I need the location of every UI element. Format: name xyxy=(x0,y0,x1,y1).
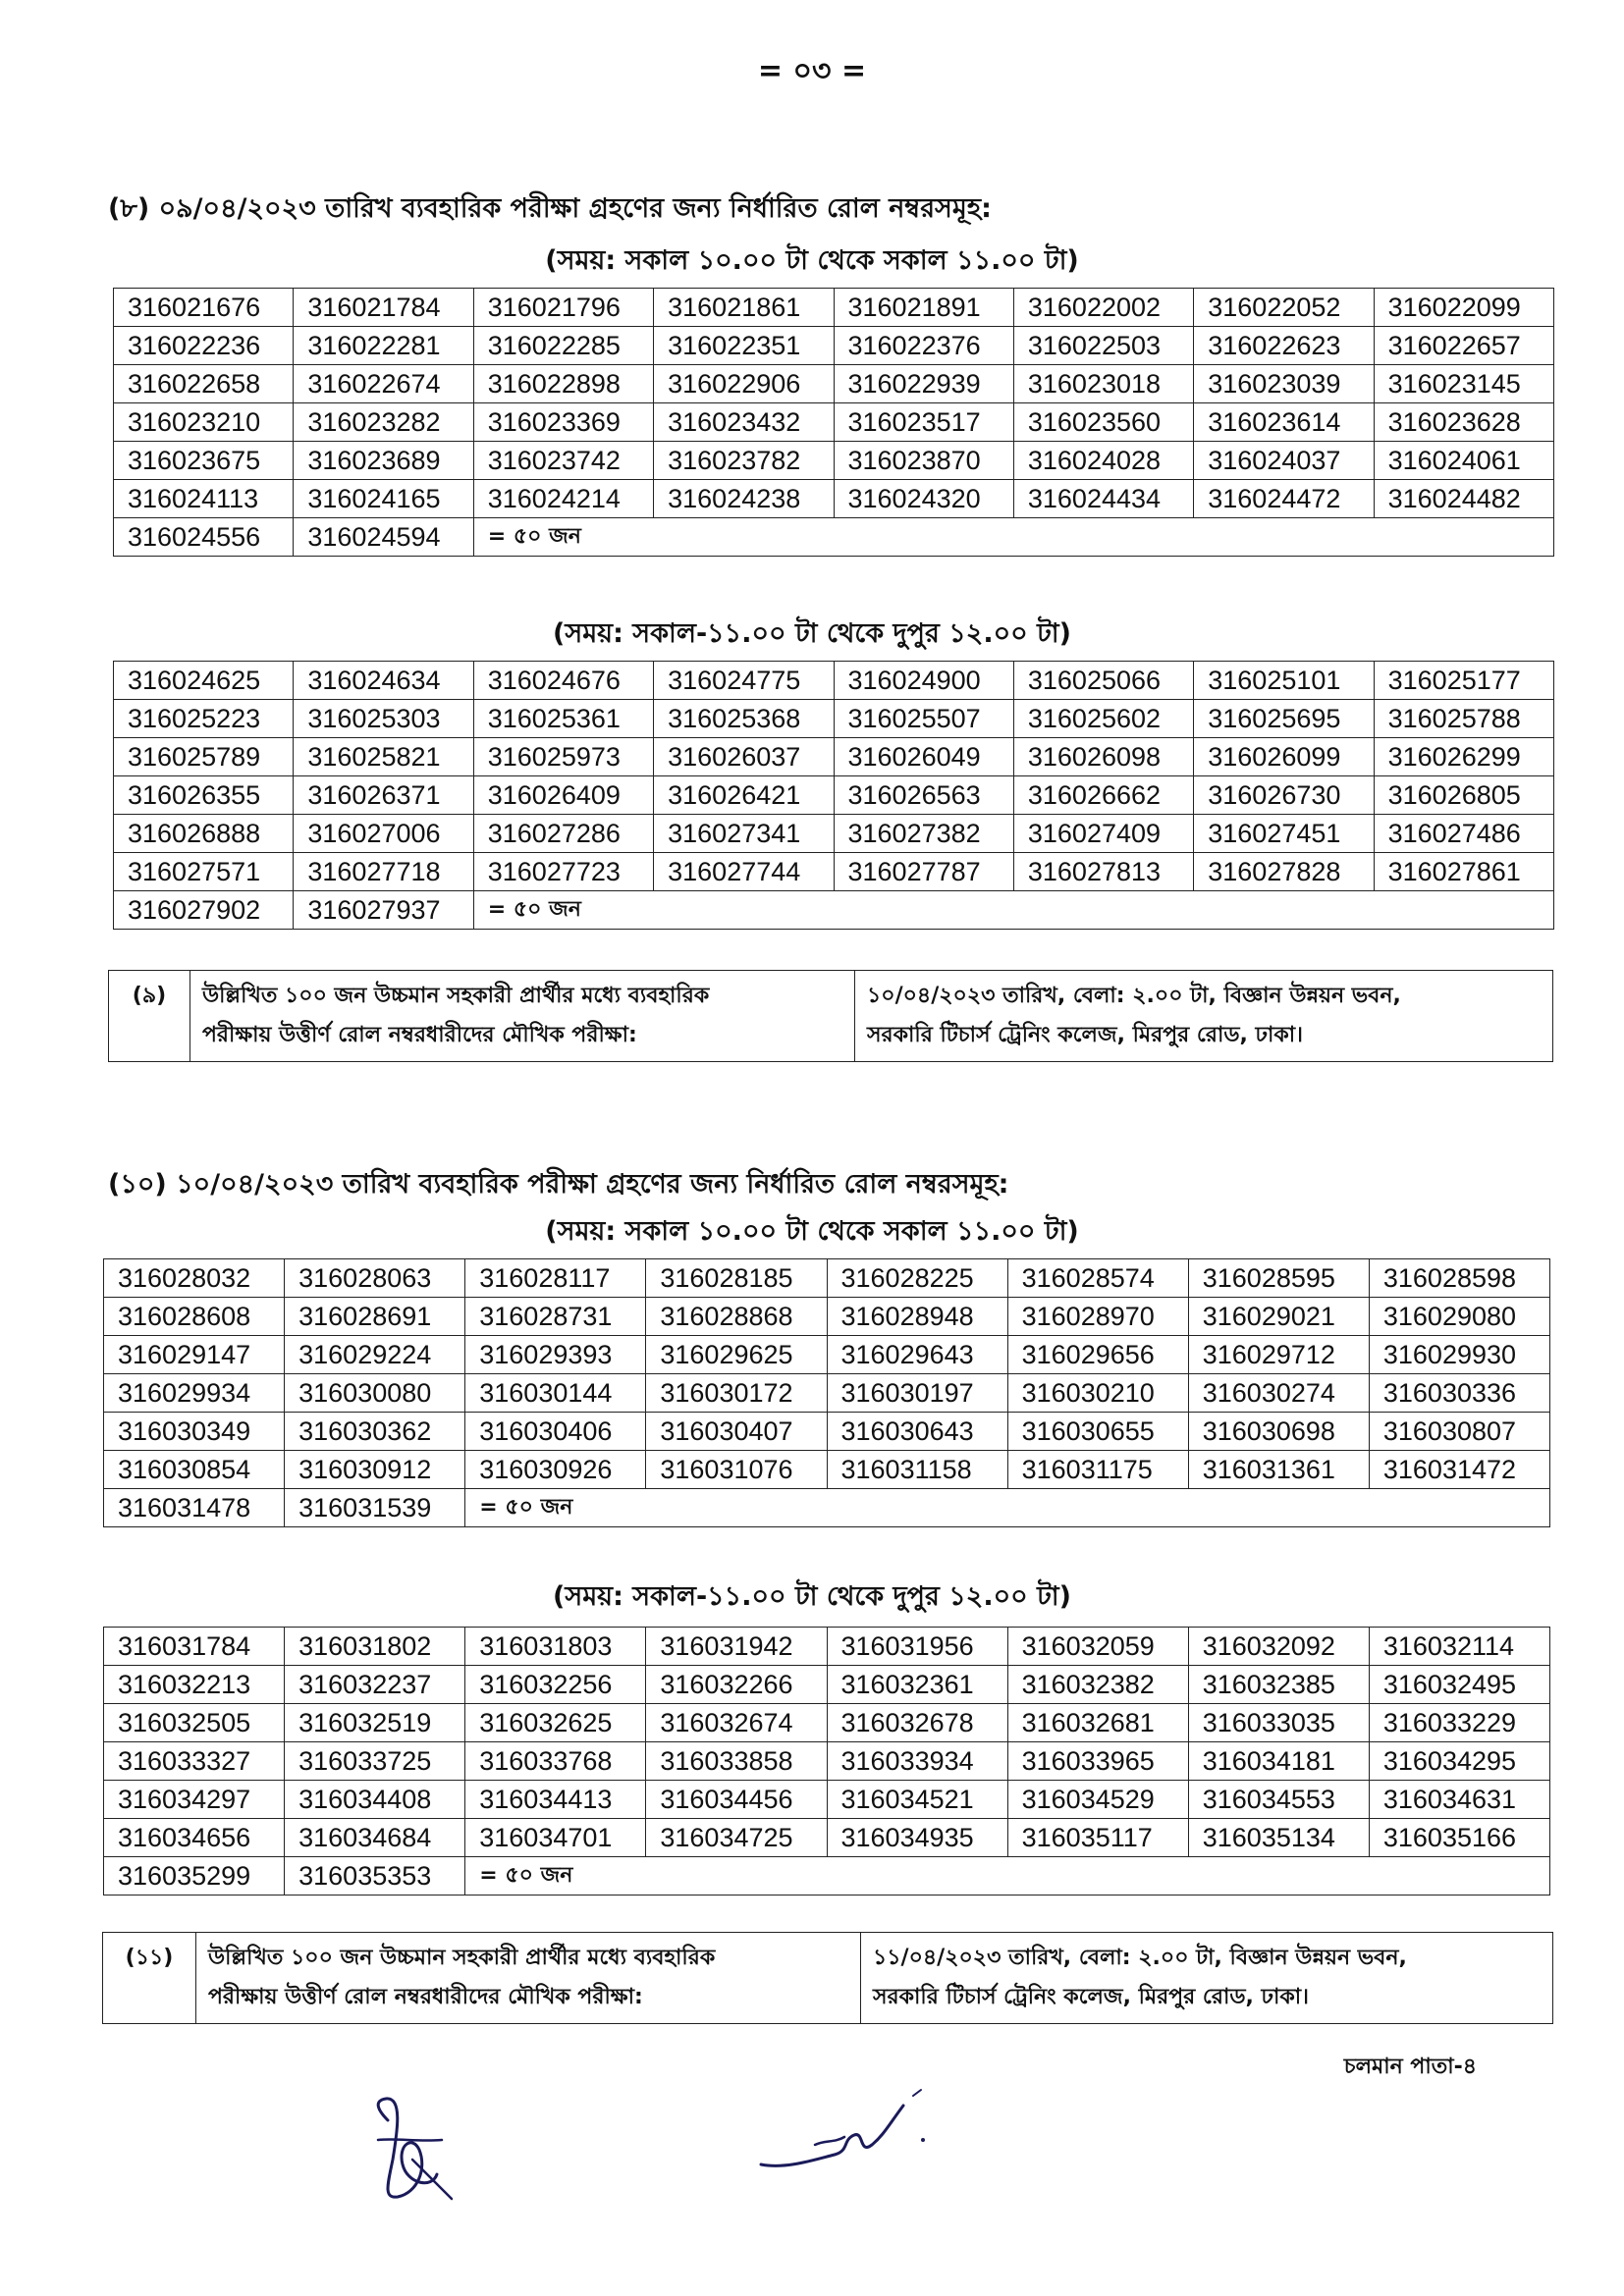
roll-number-cell: 316027787 xyxy=(834,853,1013,891)
roll-number-cell: 316022674 xyxy=(294,365,473,403)
roll-number-cell: 316022351 xyxy=(654,327,834,365)
roll-number-cell: 316032059 xyxy=(1007,1628,1188,1666)
item-number: (৯) xyxy=(109,971,190,1062)
roll-number-cell: 316026805 xyxy=(1374,776,1553,815)
section-8-heading: (৮) ০৯/০৪/২০২৩ তারিখ ব্যবহারিক পরীক্ষা গ্রহণের জন্য নির্ধারিত রোল নম্বরসমূহ: xyxy=(108,193,992,224)
roll-number-cell: 316034521 xyxy=(827,1781,1007,1819)
roll-number-cell: 316024037 xyxy=(1194,442,1374,480)
roll-number-cell: 316027382 xyxy=(834,815,1013,853)
roll-number-cell: 316035134 xyxy=(1188,1819,1369,1857)
roll-number-cell: 316027341 xyxy=(654,815,834,853)
roll-number-cell: 316026299 xyxy=(1374,738,1553,776)
viva-description xyxy=(190,971,855,1062)
roll-number-cell: 316032385 xyxy=(1188,1666,1369,1704)
roll-number-cell: 316031158 xyxy=(827,1451,1007,1489)
roll-number-cell: 316021676 xyxy=(114,289,294,327)
roll-number-cell: 316023560 xyxy=(1013,403,1193,442)
roll-number-cell: 316032266 xyxy=(646,1666,827,1704)
roll-number-cell: 316024434 xyxy=(1013,480,1193,518)
roll-number-cell: 316024238 xyxy=(654,480,834,518)
roll-number-cell: 316033229 xyxy=(1369,1704,1549,1742)
roll-number-cell: 316030854 xyxy=(104,1451,285,1489)
roll-number-cell: 316031175 xyxy=(1007,1451,1188,1489)
roll-number-cell: 316026371 xyxy=(294,776,473,815)
roll-number-cell: 316026662 xyxy=(1013,776,1193,815)
roll-number-cell: 316026355 xyxy=(114,776,294,815)
roll-number-cell: 316023782 xyxy=(654,442,834,480)
roll-number-cell: 316034408 xyxy=(285,1781,465,1819)
roll-number-cell: 316025602 xyxy=(1013,700,1193,738)
viva-exam-table xyxy=(102,1932,1553,2024)
roll-number-cell: 316035353 xyxy=(285,1857,465,1896)
roll-number-cell: 316032361 xyxy=(827,1666,1007,1704)
roll-number-cell: 316027937 xyxy=(294,891,473,930)
table-row xyxy=(114,518,1554,557)
roll-number-cell: 316023282 xyxy=(294,403,473,442)
candidate-total: = ৫০ জন xyxy=(473,518,1553,557)
roll-number-cell: 316032519 xyxy=(285,1704,465,1742)
roll-number-cell: 316028948 xyxy=(827,1298,1007,1336)
roll-number-cell: 316033725 xyxy=(285,1742,465,1781)
roll-number-cell: 316024556 xyxy=(114,518,294,557)
table-row xyxy=(104,1489,1550,1527)
roll-number-cell: 316028185 xyxy=(646,1259,827,1298)
roll-number-cell: 316029712 xyxy=(1188,1336,1369,1374)
signature-right xyxy=(756,2086,952,2194)
candidate-total: = ৫০ জন xyxy=(465,1857,1550,1896)
section-8-slot-2-time: (সময়: সকাল-১১.০০ টা থেকে দুপুর ১২.০০ টা) xyxy=(553,618,1071,649)
roll-number-cell: 316031539 xyxy=(285,1489,465,1527)
table-row xyxy=(104,1628,1550,1666)
roll-number-cell: 316028574 xyxy=(1007,1259,1188,1298)
roll-number-cell: 316029080 xyxy=(1369,1298,1549,1336)
roll-number-cell: 316025821 xyxy=(294,738,473,776)
roll-number-cell: 316029625 xyxy=(646,1336,827,1374)
roll-number-cell: 316030655 xyxy=(1007,1413,1188,1451)
roll-number-cell: 316030362 xyxy=(285,1413,465,1451)
viva-venue xyxy=(861,1933,1553,2024)
roll-number-cell: 316031361 xyxy=(1188,1451,1369,1489)
roll-number-cell: 316024482 xyxy=(1374,480,1553,518)
table-row xyxy=(114,442,1554,480)
roll-number-cell: 316029147 xyxy=(104,1336,285,1374)
table-row xyxy=(114,815,1554,853)
roll-number-cell: 316024775 xyxy=(654,662,834,700)
table-row xyxy=(114,480,1554,518)
table-row xyxy=(104,1704,1550,1742)
roll-number-cell: 316030926 xyxy=(465,1451,646,1489)
roll-number-cell: 316025066 xyxy=(1013,662,1193,700)
roll-number-cell: 316032674 xyxy=(646,1704,827,1742)
table-row xyxy=(104,1781,1550,1819)
roll-number-cell: 316031076 xyxy=(646,1451,827,1489)
roll-number-cell: 316029656 xyxy=(1007,1336,1188,1374)
table-row xyxy=(104,1742,1550,1781)
roll-number-cell: 316033035 xyxy=(1188,1704,1369,1742)
roll-number-cell: 316035117 xyxy=(1007,1819,1188,1857)
roll-number-cell: 316025101 xyxy=(1194,662,1374,700)
roll-number-cell: 316022002 xyxy=(1013,289,1193,327)
table-row xyxy=(114,403,1554,442)
roll-number-cell: 316034553 xyxy=(1188,1781,1369,1819)
viva-venue-line: ১০/০৪/২০২৩ তারিখ, বেলা: ২.০০ টা, বিজ্ঞান উন্নয়ন ভবন, xyxy=(867,984,1401,1008)
roll-number-cell: 316026099 xyxy=(1194,738,1374,776)
roll-number-cell: 316022281 xyxy=(294,327,473,365)
roll-number-cell: 316034656 xyxy=(104,1819,285,1857)
roll-number-cell: 316023145 xyxy=(1374,365,1553,403)
roll-number-cell: 316022906 xyxy=(654,365,834,403)
roll-number-cell: 316025788 xyxy=(1374,700,1553,738)
roll-number-cell: 316029224 xyxy=(285,1336,465,1374)
roll-number-cell: 316025368 xyxy=(654,700,834,738)
roll-number-cell: 316032256 xyxy=(465,1666,646,1704)
roll-number-cell: 316030349 xyxy=(104,1413,285,1451)
roll-number-cell: 316024113 xyxy=(114,480,294,518)
roll-number-cell: 316032681 xyxy=(1007,1704,1188,1742)
roll-number-cell: 316025303 xyxy=(294,700,473,738)
roll-number-cell: 316026098 xyxy=(1013,738,1193,776)
roll-number-cell: 316023517 xyxy=(834,403,1013,442)
roll-number-cell: 316027902 xyxy=(114,891,294,930)
table-row xyxy=(104,1298,1550,1336)
viva-venue-line: ১১/০৪/২০২৩ তারিখ, বেলা: ২.০০ টা, বিজ্ঞান উন্নয়ন ভবন, xyxy=(873,1946,1407,1970)
roll-number-cell: 316023628 xyxy=(1374,403,1553,442)
roll-number-cell: 316029021 xyxy=(1188,1298,1369,1336)
roll-number-cell: 316022376 xyxy=(834,327,1013,365)
table-row xyxy=(114,700,1554,738)
table-row xyxy=(114,327,1554,365)
table-row xyxy=(114,891,1554,930)
roll-number-cell: 316034529 xyxy=(1007,1781,1188,1819)
roll-number-cell: 316025789 xyxy=(114,738,294,776)
roll-number-cell: 316033858 xyxy=(646,1742,827,1781)
roll-number-cell: 316034701 xyxy=(465,1819,646,1857)
roll-number-cell: 316022052 xyxy=(1194,289,1374,327)
roll-number-cell: 316026037 xyxy=(654,738,834,776)
roll-number-cell: 316027409 xyxy=(1013,815,1193,853)
roll-number-cell: 316031803 xyxy=(465,1628,646,1666)
roll-number-cell: 316021891 xyxy=(834,289,1013,327)
roll-number-cell: 316022623 xyxy=(1194,327,1374,365)
roll-number-cell: 316022898 xyxy=(473,365,653,403)
roll-number-cell: 316031472 xyxy=(1369,1451,1549,1489)
roll-number-cell: 316034295 xyxy=(1369,1742,1549,1781)
roll-number-cell: 316028970 xyxy=(1007,1298,1188,1336)
roll-number-cell: 316027006 xyxy=(294,815,473,853)
section-10-heading: (১০) ১০/০৪/২০২৩ তারিখ ব্যবহারিক পরীক্ষা গ্রহণের জন্য নির্ধারিত রোল নম্বরসমূহ: xyxy=(108,1169,1009,1200)
roll-number-cell: 316033965 xyxy=(1007,1742,1188,1781)
roll-number-cell: 316025507 xyxy=(834,700,1013,738)
roll-number-cell: 316028868 xyxy=(646,1298,827,1336)
viva-description xyxy=(196,1933,861,2024)
viva-description-line: উল্লিখিত ১০০ জন উচ্চমান সহকারী প্রার্থীর মধ্যে ব্যবহারিক xyxy=(208,1946,716,1970)
roll-number-cell: 316023870 xyxy=(834,442,1013,480)
roll-number-cell: 316028032 xyxy=(104,1259,285,1298)
roll-number-cell: 316028598 xyxy=(1369,1259,1549,1298)
roll-number-cell: 316026049 xyxy=(834,738,1013,776)
table-row xyxy=(104,1259,1550,1298)
table-row xyxy=(104,1666,1550,1704)
roll-table xyxy=(103,1258,1550,1527)
roll-number-cell: 316030698 xyxy=(1188,1413,1369,1451)
table-row xyxy=(114,289,1554,327)
table-row xyxy=(104,1413,1550,1451)
roll-number-cell: 316030336 xyxy=(1369,1374,1549,1413)
roll-number-cell: 316035166 xyxy=(1369,1819,1549,1857)
roll-number-cell: 316035299 xyxy=(104,1857,285,1896)
roll-number-cell: 316027813 xyxy=(1013,853,1193,891)
roll-number-cell: 316028117 xyxy=(465,1259,646,1298)
roll-number-cell: 316027486 xyxy=(1374,815,1553,853)
roll-number-cell: 316031784 xyxy=(104,1628,285,1666)
table-row xyxy=(104,1819,1550,1857)
roll-number-cell: 316028225 xyxy=(827,1259,1007,1298)
roll-number-cell: 316034935 xyxy=(827,1819,1007,1857)
roll-number-cell: 316026563 xyxy=(834,776,1013,815)
roll-number-cell: 316022657 xyxy=(1374,327,1553,365)
table-row xyxy=(104,1451,1550,1489)
roll-number-cell: 316033934 xyxy=(827,1742,1007,1781)
roll-number-cell: 316022503 xyxy=(1013,327,1193,365)
roll-number-cell: 316033768 xyxy=(465,1742,646,1781)
roll-number-cell: 316025361 xyxy=(473,700,653,738)
roll-number-cell: 316025973 xyxy=(473,738,653,776)
roll-number-cell: 316021796 xyxy=(473,289,653,327)
roll-number-cell: 316028063 xyxy=(285,1259,465,1298)
roll-number-cell: 316023369 xyxy=(473,403,653,442)
roll-number-cell: 316030274 xyxy=(1188,1374,1369,1413)
roll-number-cell: 316021861 xyxy=(654,289,834,327)
roll-table xyxy=(113,661,1554,930)
roll-number-cell: 316032213 xyxy=(104,1666,285,1704)
page-number: = ০৩ = xyxy=(757,54,867,88)
roll-number-cell: 316027744 xyxy=(654,853,834,891)
roll-number-cell: 316031802 xyxy=(285,1628,465,1666)
roll-number-cell: 316024676 xyxy=(473,662,653,700)
roll-number-cell: 316027861 xyxy=(1374,853,1553,891)
roll-number-cell: 316030210 xyxy=(1007,1374,1188,1413)
roll-number-cell: 316034684 xyxy=(285,1819,465,1857)
roll-number-cell: 316034631 xyxy=(1369,1781,1549,1819)
roll-number-cell: 316030407 xyxy=(646,1413,827,1451)
roll-number-cell: 316032114 xyxy=(1369,1628,1549,1666)
roll-number-cell: 316031478 xyxy=(104,1489,285,1527)
roll-number-cell: 316030080 xyxy=(285,1374,465,1413)
roll-number-cell: 316022658 xyxy=(114,365,294,403)
roll-table xyxy=(113,288,1554,557)
roll-number-cell: 316032382 xyxy=(1007,1666,1188,1704)
roll-number-cell: 316034297 xyxy=(104,1781,285,1819)
roll-number-cell: 316023039 xyxy=(1194,365,1374,403)
roll-number-cell: 316030406 xyxy=(465,1413,646,1451)
section-10-slot-1-time: (সময়: সকাল ১০.০০ টা থেকে সকাল ১১.০০ টা) xyxy=(545,1216,1079,1247)
roll-number-cell: 316024594 xyxy=(294,518,473,557)
roll-number-cell: 316027451 xyxy=(1194,815,1374,853)
roll-number-cell: 316024634 xyxy=(294,662,473,700)
roll-number-cell: 316023675 xyxy=(114,442,294,480)
roll-number-cell: 316027286 xyxy=(473,815,653,853)
candidate-total: = ৫০ জন xyxy=(473,891,1553,930)
roll-number-cell: 316029643 xyxy=(827,1336,1007,1374)
roll-number-cell: 316024625 xyxy=(114,662,294,700)
viva-venue xyxy=(855,971,1553,1062)
table-row xyxy=(114,365,1554,403)
section-8-slot-1-time: (সময়: সকাল ১০.০০ টা থেকে সকাল ১১.০০ টা) xyxy=(545,245,1079,276)
roll-number-cell: 316029934 xyxy=(104,1374,285,1413)
viva-description-line: পরীক্ষায় উত্তীর্ণ রোল নম্বরধারীদের মৌখিক পরীক্ষা: xyxy=(208,1985,643,2009)
continue-page-note: চলমান পাতা-৪ xyxy=(1343,2055,1477,2079)
viva-description-line: পরীক্ষায় উত্তীর্ণ রোল নম্বরধারীদের মৌখিক পরীক্ষা: xyxy=(202,1023,637,1047)
roll-number-cell: 316026730 xyxy=(1194,776,1374,815)
roll-number-cell: 316028731 xyxy=(465,1298,646,1336)
roll-number-cell: 316034413 xyxy=(465,1781,646,1819)
table-row xyxy=(104,1374,1550,1413)
roll-number-cell: 316032237 xyxy=(285,1666,465,1704)
roll-number-cell: 316027571 xyxy=(114,853,294,891)
roll-number-cell: 316023210 xyxy=(114,403,294,442)
viva-venue-line: সরকারি টিচার্স ট্রেনিং কলেজ, মিরপুর রোড, ঢাকা। xyxy=(867,1023,1303,1047)
roll-number-cell: 316024320 xyxy=(834,480,1013,518)
roll-number-cell: 316024165 xyxy=(294,480,473,518)
roll-number-cell: 316028691 xyxy=(285,1298,465,1336)
roll-number-cell: 316031956 xyxy=(827,1628,1007,1666)
roll-number-cell: 316027828 xyxy=(1194,853,1374,891)
viva-venue-line: সরকারি টিচার্স ট্রেনিং কলেজ, মিরপুর রোড, ঢাকা। xyxy=(873,1985,1309,2009)
roll-number-cell: 316032495 xyxy=(1369,1666,1549,1704)
roll-number-cell: 316030172 xyxy=(646,1374,827,1413)
roll-number-cell: 316023689 xyxy=(294,442,473,480)
roll-number-cell: 316029930 xyxy=(1369,1336,1549,1374)
roll-number-cell: 316023018 xyxy=(1013,365,1193,403)
roll-number-cell: 316022285 xyxy=(473,327,653,365)
roll-number-cell: 316026409 xyxy=(473,776,653,815)
roll-number-cell: 316025695 xyxy=(1194,700,1374,738)
roll-number-cell: 316029393 xyxy=(465,1336,646,1374)
table-row xyxy=(104,1336,1550,1374)
roll-number-cell: 316027723 xyxy=(473,853,653,891)
roll-number-cell: 316022939 xyxy=(834,365,1013,403)
roll-number-cell: 316028608 xyxy=(104,1298,285,1336)
roll-number-cell: 316023742 xyxy=(473,442,653,480)
roll-number-cell: 316027718 xyxy=(294,853,473,891)
item-number: (১১) xyxy=(103,1933,196,2024)
roll-number-cell: 316026888 xyxy=(114,815,294,853)
table-row xyxy=(114,776,1554,815)
roll-number-cell: 316025223 xyxy=(114,700,294,738)
roll-number-cell: 316030807 xyxy=(1369,1413,1549,1451)
roll-number-cell: 316023432 xyxy=(654,403,834,442)
roll-number-cell: 316030912 xyxy=(285,1451,465,1489)
roll-number-cell: 316030197 xyxy=(827,1374,1007,1413)
section-10-slot-2-time: (সময়: সকাল-১১.০০ টা থেকে দুপুর ১২.০০ টা) xyxy=(553,1581,1071,1612)
roll-table xyxy=(103,1627,1550,1896)
roll-number-cell: 316022236 xyxy=(114,327,294,365)
table-row xyxy=(114,662,1554,700)
roll-number-cell: 316030643 xyxy=(827,1413,1007,1451)
roll-number-cell: 316023614 xyxy=(1194,403,1374,442)
roll-number-cell: 316021784 xyxy=(294,289,473,327)
roll-number-cell: 316024061 xyxy=(1374,442,1553,480)
roll-number-cell: 316034725 xyxy=(646,1819,827,1857)
roll-number-cell: 316034181 xyxy=(1188,1742,1369,1781)
table-row xyxy=(114,738,1554,776)
roll-number-cell: 316025177 xyxy=(1374,662,1553,700)
table-row xyxy=(104,1857,1550,1896)
roll-number-cell: 316026421 xyxy=(654,776,834,815)
table-row xyxy=(114,853,1554,891)
roll-number-cell: 316032678 xyxy=(827,1704,1007,1742)
roll-number-cell: 316024028 xyxy=(1013,442,1193,480)
roll-number-cell: 316031942 xyxy=(646,1628,827,1666)
roll-number-cell: 316032625 xyxy=(465,1704,646,1742)
roll-number-cell: 316032092 xyxy=(1188,1628,1369,1666)
viva-exam-table xyxy=(108,970,1553,1062)
viva-description-line: উল্লিখিত ১০০ জন উচ্চমান সহকারী প্রার্থীর মধ্যে ব্যবহারিক xyxy=(202,984,710,1008)
roll-number-cell: 316033327 xyxy=(104,1742,285,1781)
roll-number-cell: 316032505 xyxy=(104,1704,285,1742)
roll-number-cell: 316024472 xyxy=(1194,480,1374,518)
roll-number-cell: 316030144 xyxy=(465,1374,646,1413)
roll-number-cell: 316028595 xyxy=(1188,1259,1369,1298)
roll-number-cell: 316024214 xyxy=(473,480,653,518)
roll-number-cell: 316022099 xyxy=(1374,289,1553,327)
roll-number-cell: 316024900 xyxy=(834,662,1013,700)
signature-left xyxy=(358,2091,496,2209)
roll-number-cell: 316034456 xyxy=(646,1781,827,1819)
candidate-total: = ৫০ জন xyxy=(465,1489,1550,1527)
